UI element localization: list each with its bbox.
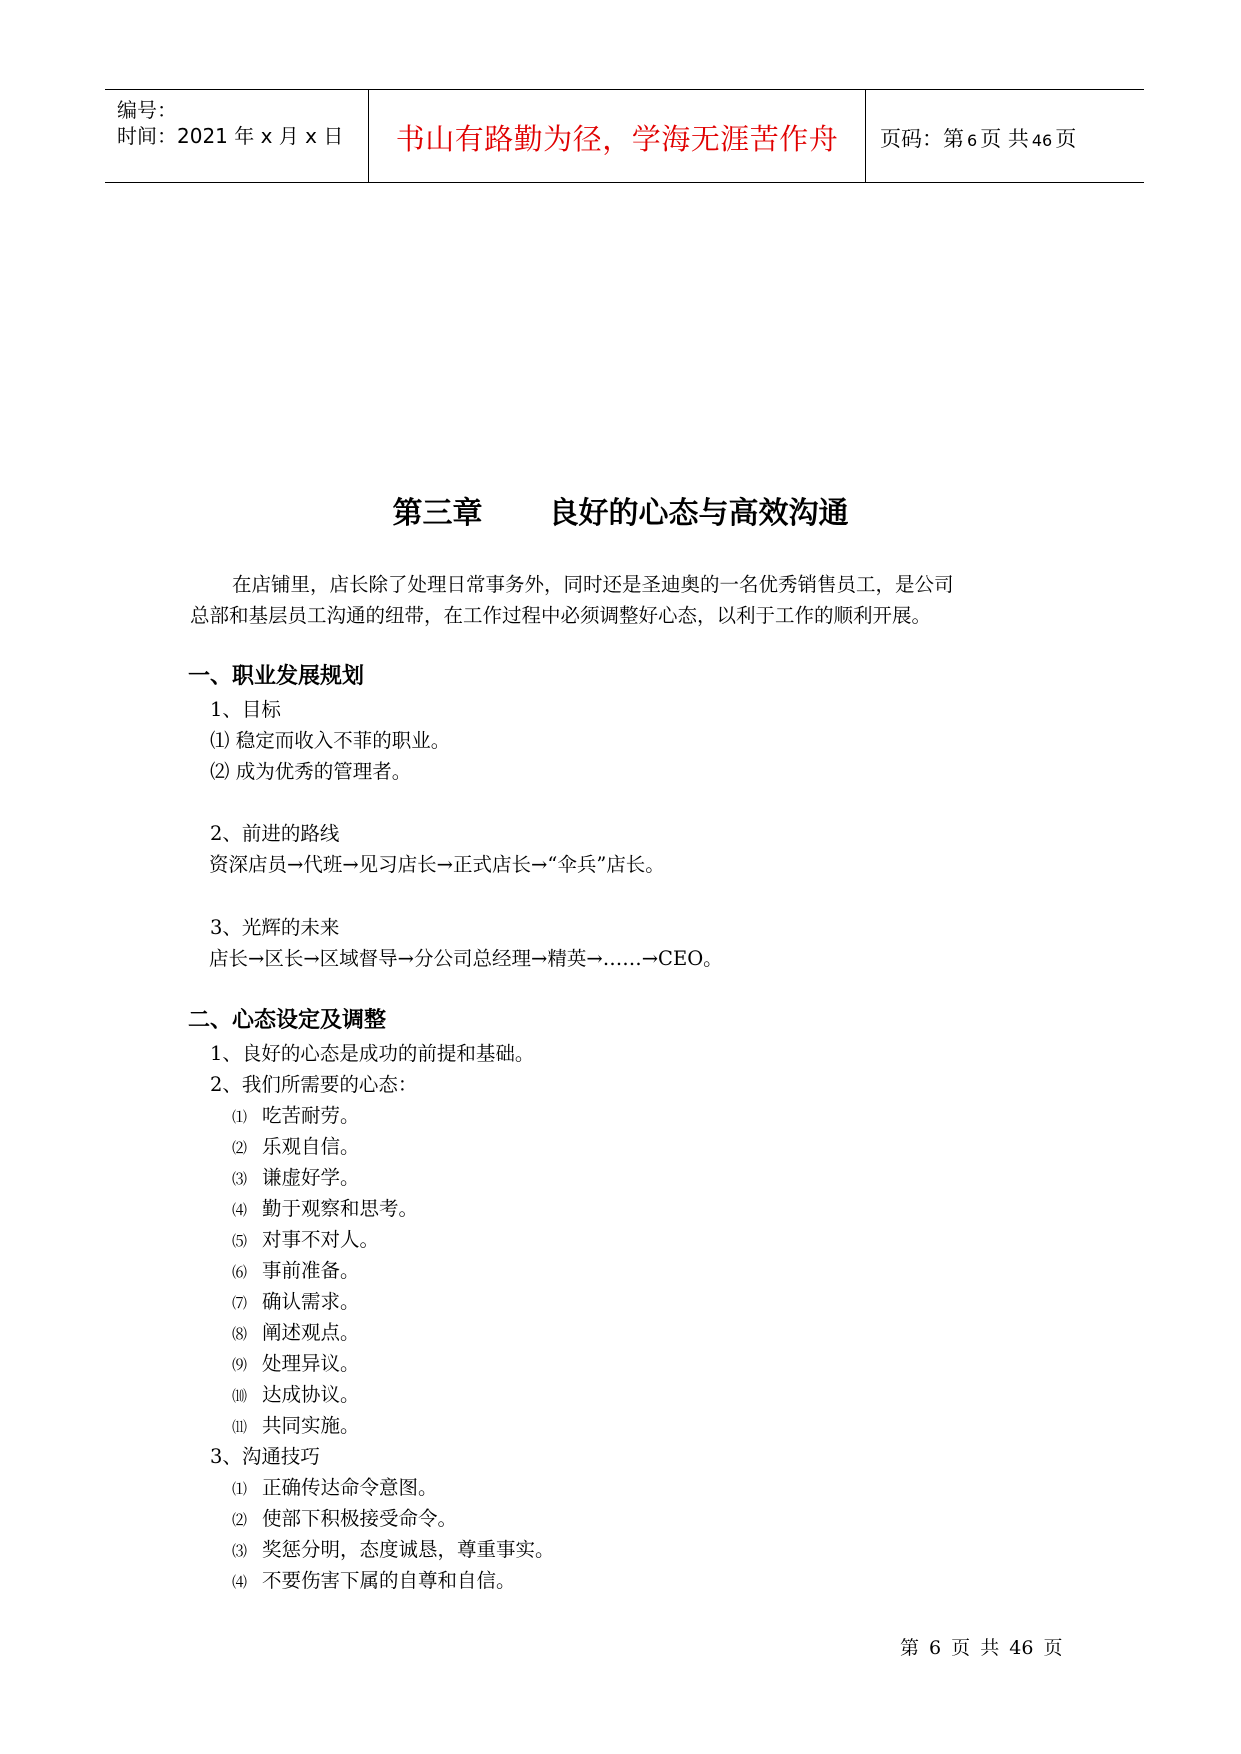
mindset-point-3: 3、沟通技巧: [210, 1445, 320, 1468]
page-suffix: 页: [1055, 127, 1077, 151]
item-text: 确认需求。: [262, 1290, 360, 1313]
item-marker: ⑼: [232, 1356, 248, 1374]
mindset-item: [232, 1193, 418, 1221]
header-motto-cell: [369, 90, 866, 182]
future-text: 店长→区长→区域督导→分公司总经理→精英→……→CEO。: [209, 947, 723, 970]
item-text: 奖惩分明，态度诚恳，尊重事实。: [262, 1538, 555, 1561]
item-marker: ⑷: [232, 1573, 248, 1591]
item-marker: ⑴: [232, 1480, 248, 1498]
mindset-item: [232, 1348, 360, 1376]
header-meta-cell: [105, 90, 369, 182]
item-text: 勤于观察和思考。: [262, 1197, 419, 1220]
skill-item: [232, 1565, 516, 1593]
intro-line-1: 在店铺里，店长除了处理日常事务外，同时还是圣迪奥的一名优秀销售员工，是公司: [232, 573, 954, 596]
page-prefix: 页码：第: [880, 127, 964, 151]
future-title: 3、光辉的未来: [210, 916, 340, 939]
route-text: 资深店员→代班→见习店长→正式店长→“伞兵”店长。: [209, 853, 665, 876]
item-text: 事前准备。: [262, 1259, 360, 1282]
item-marker: ⑾: [232, 1418, 248, 1436]
item-text: 谦虚好学。: [262, 1166, 360, 1189]
skill-item: [232, 1534, 555, 1562]
document-header: [105, 89, 1144, 183]
item-marker: ⑸: [232, 1232, 248, 1250]
intro-line-2: 总部和基层员工沟通的纽带，在工作过程中必须调整好心态，以利于工作的顺利开展。: [190, 604, 932, 627]
item-text: 达成协议。: [262, 1383, 360, 1406]
item-marker: ⑵: [232, 1139, 248, 1157]
mindset-item: [232, 1100, 360, 1128]
item-marker: ⑷: [232, 1201, 248, 1219]
item-text: 对事不对人。: [262, 1228, 380, 1251]
item-text: 乐观自信。: [262, 1135, 360, 1158]
item-marker: ⑻: [232, 1325, 248, 1343]
intro-paragraph: [190, 569, 1040, 631]
mindset-item: [232, 1317, 360, 1345]
motto: 书山有路勤为径，学海无涯苦作舟: [395, 122, 839, 156]
section-heading-mindset: 二、心态设定及调整: [188, 1008, 387, 1033]
chapter-title: [0, 488, 1241, 532]
mindset-item: [232, 1162, 360, 1190]
item-text: 使部下积极接受命令。: [262, 1507, 458, 1530]
section-heading-career: 一、职业发展规划: [188, 664, 365, 689]
item-marker: ⑹: [232, 1263, 248, 1281]
page-mid: 页 共: [980, 127, 1029, 151]
goal-title: 1、目标: [210, 698, 281, 721]
item-text: 正确传达命令意图。: [262, 1476, 438, 1499]
goal-item: ⑵ 成为优秀的管理者。: [210, 760, 412, 783]
chapter-number: 第三章: [392, 496, 483, 531]
time-label: 时间：2021 年 x 月 x 日: [117, 124, 344, 148]
item-text: 共同实施。: [262, 1414, 360, 1437]
skill-item: [232, 1472, 438, 1500]
item-text: 不要伤害下属的自尊和自信。: [262, 1569, 516, 1592]
item-marker: ⑽: [232, 1387, 248, 1405]
chapter-heading: 良好的心态与高效沟通: [548, 496, 849, 531]
item-text: 处理异议。: [262, 1352, 360, 1375]
mindset-point-2: 2、我们所需要的心态：: [210, 1073, 418, 1096]
page-total: 46: [1031, 131, 1053, 150]
mindset-item: [232, 1379, 360, 1407]
item-text: 阐述观点。: [262, 1321, 360, 1344]
page-current: 6: [967, 131, 978, 150]
mindset-point-1: 1、良好的心态是成功的前提和基础。: [210, 1042, 535, 1065]
mindset-item: [232, 1410, 360, 1438]
item-marker: ⑵: [232, 1511, 248, 1529]
number-label: 编号：: [117, 98, 177, 122]
skill-item: [232, 1503, 457, 1531]
mindset-item: [232, 1255, 360, 1283]
mindset-item: [232, 1131, 360, 1159]
mindset-item: [232, 1224, 379, 1252]
page-footer: 第 6 页 共 46 页: [900, 1637, 1063, 1659]
item-marker: ⑴: [232, 1108, 248, 1126]
item-marker: ⑺: [232, 1294, 248, 1312]
header-page-cell: [866, 90, 1144, 182]
item-marker: ⑶: [232, 1170, 248, 1188]
page-code: [880, 123, 1076, 153]
route-title: 2、前进的路线: [210, 822, 340, 845]
item-marker: ⑶: [232, 1542, 248, 1560]
mindset-item: [232, 1286, 360, 1314]
goal-item: ⑴ 稳定而收入不菲的职业。: [210, 729, 451, 752]
item-text: 吃苦耐劳。: [262, 1104, 360, 1127]
